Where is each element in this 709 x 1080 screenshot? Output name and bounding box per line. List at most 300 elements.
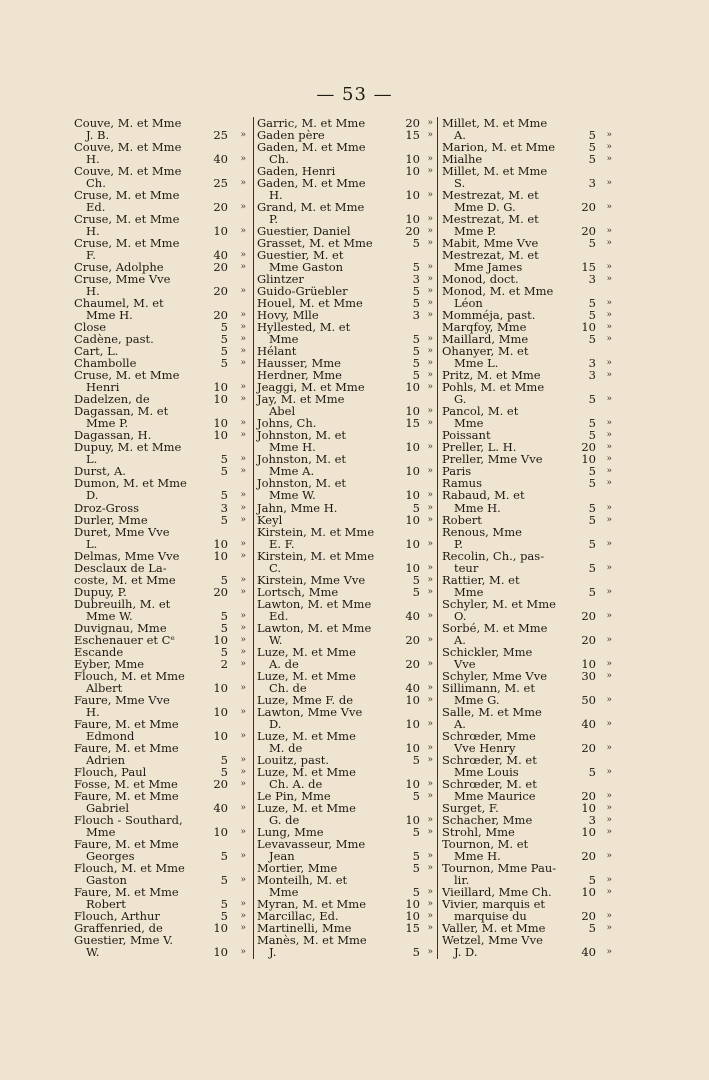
- donation-amount: 20: [581, 224, 596, 239]
- cents-mark: »: [240, 310, 246, 321]
- cents-mark: »: [427, 778, 433, 789]
- cents-mark: »: [240, 538, 246, 549]
- cents-mark: »: [240, 911, 246, 922]
- donation-amount: 3: [220, 500, 228, 515]
- cents-mark: »: [427, 514, 433, 525]
- donation-amount: 10: [405, 188, 420, 203]
- list-item: [74, 489, 250, 501]
- donation-amount: 5: [220, 320, 228, 335]
- donation-amount: 5: [588, 296, 596, 311]
- donation-amount: 5: [588, 236, 596, 251]
- donor-name: Sorbé, M. et Mme: [442, 620, 548, 635]
- list-item: [442, 646, 632, 658]
- donor-name: Hausser, Mme: [257, 356, 341, 371]
- list-item: [442, 634, 632, 646]
- donor-name: Preller, Mme Vve: [442, 452, 543, 467]
- donor-name: Jay, M. et Mme: [257, 392, 345, 407]
- cents-mark: »: [606, 466, 612, 477]
- donor-name: Grasset, M. et Mme: [257, 236, 373, 251]
- donation-amount: 5: [412, 236, 420, 251]
- list-item: [257, 502, 433, 514]
- donor-name: Chambolle: [74, 356, 137, 371]
- donation-amount: 10: [405, 716, 420, 731]
- donor-name: Paris: [442, 464, 472, 479]
- donation-amount: 10: [405, 692, 420, 707]
- donor-name: Chaumel, M. et: [74, 296, 164, 311]
- list-item: [74, 562, 250, 574]
- donation-amount: 5: [220, 848, 228, 863]
- cents-mark: »: [606, 826, 612, 837]
- donor-name: teur: [454, 560, 479, 575]
- donation-amount: 3: [588, 368, 596, 383]
- list-item: [257, 658, 433, 670]
- donor-name: Pohls, M. et Mme: [442, 380, 545, 395]
- cents-mark: »: [606, 947, 612, 958]
- donation-amount: 15: [581, 260, 596, 275]
- donor-name: L.: [86, 536, 98, 551]
- donor-name: Cart, L.: [74, 344, 119, 359]
- cents-mark: »: [427, 466, 433, 477]
- donor-name: Henri: [86, 380, 120, 395]
- donor-name: Léon: [454, 296, 483, 311]
- donor-name: Guestier, Mme V.: [74, 933, 174, 948]
- donor-name: H.: [86, 152, 100, 167]
- donation-amount: 40: [213, 248, 228, 263]
- cents-mark: »: [606, 334, 612, 345]
- list-item: [257, 586, 433, 598]
- donor-name: M. de: [269, 740, 303, 755]
- donor-name: H.: [86, 704, 100, 719]
- list-item: [74, 658, 250, 670]
- cents-mark: »: [606, 202, 612, 213]
- cents-mark: »: [606, 874, 612, 885]
- cents-mark: »: [606, 538, 612, 549]
- donor-name: Hyllested, M. et: [257, 320, 351, 335]
- donor-name: Gabriel: [86, 800, 130, 815]
- donor-name: Ed.: [269, 608, 289, 623]
- donor-name: Schrœder, Mme: [442, 728, 536, 743]
- donor-name: Faure, M. et Mme: [74, 885, 179, 899]
- donor-name: Millet, M. et Mme: [442, 164, 548, 179]
- donor-name: Couve, M. et Mme: [74, 116, 182, 130]
- cents-mark: »: [427, 334, 433, 345]
- donor-name: Salle, M. et Mme: [442, 704, 542, 719]
- cents-mark: »: [240, 706, 246, 717]
- donor-name: Herdner, Mme: [257, 368, 342, 383]
- cents-mark: »: [427, 911, 433, 922]
- donor-name: Martinelli, Mme: [257, 921, 352, 936]
- donation-amount: 20: [405, 632, 420, 647]
- donation-amount: 5: [412, 584, 420, 599]
- donor-name: J. D.: [454, 945, 478, 960]
- cents-mark: »: [240, 574, 246, 585]
- list-item: [442, 574, 632, 586]
- donor-name: Hélant: [257, 344, 297, 359]
- cents-mark: »: [240, 947, 246, 958]
- donor-name: Mme H.: [269, 440, 316, 455]
- donor-name: Cadène, past.: [74, 332, 154, 347]
- donor-name: Rabaud, M. et: [442, 488, 525, 503]
- donor-name: Dadelzen, de: [74, 392, 150, 407]
- list-item: [442, 502, 632, 514]
- list-item: [74, 598, 250, 610]
- list-item: [442, 706, 632, 718]
- donation-amount: 5: [220, 897, 228, 912]
- cents-mark: »: [606, 586, 612, 597]
- donation-amount: 5: [588, 476, 596, 491]
- donation-amount: 40: [213, 152, 228, 167]
- donation-amount: 5: [412, 860, 420, 875]
- donor-name: Dumon, M. et Mme: [74, 476, 187, 491]
- donor-name: Glintzer: [257, 272, 304, 287]
- list-item: [257, 489, 433, 501]
- cents-mark: »: [427, 718, 433, 729]
- cents-mark: »: [606, 238, 612, 249]
- donor-name: Keyl: [257, 512, 283, 527]
- donor-name: Louitz, past.: [257, 752, 330, 767]
- donation-amount: 5: [220, 464, 228, 479]
- donor-name: Guestier, Daniel: [257, 224, 351, 239]
- donor-name: Gaden, Henri: [257, 164, 336, 179]
- donation-amount: 40: [581, 945, 596, 960]
- donor-name: Edmond: [86, 728, 135, 743]
- cents-mark: »: [240, 430, 246, 441]
- cents-mark: »: [240, 730, 246, 741]
- donor-name: H.: [269, 188, 283, 203]
- donation-amount: 5: [588, 140, 596, 155]
- donor-name: Strohl, Mme: [442, 824, 515, 839]
- cents-mark: »: [427, 586, 433, 597]
- donor-name: Guido-Grüebler: [257, 284, 348, 299]
- donor-name: Vve: [454, 656, 476, 671]
- cents-mark: »: [427, 814, 433, 825]
- donor-name: Jeaggi, M. et Mme: [257, 380, 365, 395]
- donation-amount: 5: [412, 945, 420, 960]
- donor-name: Kirstein, M. et Mme: [257, 524, 375, 539]
- cents-mark: »: [606, 718, 612, 729]
- cents-mark: »: [606, 502, 612, 513]
- donor-name: Momméja, past.: [442, 308, 536, 323]
- cents-mark: »: [606, 154, 612, 165]
- cents-mark: »: [240, 466, 246, 477]
- list-item: [74, 694, 250, 706]
- cents-mark: »: [606, 850, 612, 861]
- donor-name: Durst, A.: [74, 464, 126, 479]
- donation-amount: 20: [581, 440, 596, 455]
- cents-mark: »: [606, 911, 612, 922]
- donor-name: P.: [269, 212, 279, 227]
- donor-name: Poissant: [442, 428, 491, 443]
- donation-amount: 20: [213, 308, 228, 323]
- donation-amount: 10: [405, 909, 420, 924]
- donor-name: A.: [454, 128, 466, 143]
- donor-name: Ohanyer, M. et: [442, 344, 529, 359]
- donation-amount: 20: [405, 656, 420, 671]
- donor-name: lir.: [454, 872, 470, 887]
- donation-amount: 5: [220, 620, 228, 635]
- donor-name: coste, M. et Mme: [74, 572, 176, 587]
- cents-mark: »: [606, 358, 612, 369]
- donor-name: Dupuy, P.: [74, 584, 127, 599]
- cents-mark: »: [606, 454, 612, 465]
- donation-amount: 5: [588, 500, 596, 515]
- cents-mark: »: [606, 634, 612, 645]
- list-item: [257, 610, 433, 622]
- donor-name: Luze, M. et Mme: [257, 728, 356, 743]
- list-item: [257, 622, 433, 634]
- donor-name: Kirstein, Mme Vve: [257, 572, 366, 587]
- cents-mark: »: [427, 190, 433, 201]
- donor-name: Dupuy, M. et Mme: [74, 440, 182, 455]
- donor-name: Couve, M. et Mme: [74, 140, 182, 155]
- cents-mark: »: [606, 370, 612, 381]
- donor-name: Cruse, Mme Vve: [74, 272, 171, 287]
- donor-name: Mestrezat, M. et: [442, 248, 539, 263]
- donation-amount: 5: [588, 921, 596, 936]
- donor-name: Lawton, Mme Vve: [257, 704, 363, 719]
- donor-name: Preller, L. H.: [442, 440, 517, 455]
- list-item: [257, 562, 433, 574]
- donor-name: Pancol, M. et: [442, 404, 519, 419]
- donation-amount: 5: [220, 344, 228, 359]
- cents-mark: »: [240, 454, 246, 465]
- donation-amount: 20: [213, 584, 228, 599]
- donor-name: Kirstein, M. et Mme: [257, 548, 375, 563]
- donation-amount: 5: [412, 848, 420, 863]
- donor-name: Schickler, Mme: [442, 644, 533, 659]
- cents-mark: »: [606, 178, 612, 189]
- donor-name: Vve Henry: [454, 740, 516, 755]
- donor-name: Mme W.: [269, 488, 316, 503]
- cents-mark: »: [240, 826, 246, 837]
- donation-amount: 15: [405, 416, 420, 431]
- donation-amount: 20: [405, 116, 420, 130]
- list-item: [442, 562, 632, 574]
- list-item: [442, 658, 632, 670]
- cents-mark: »: [240, 178, 246, 189]
- donor-name: D.: [86, 488, 99, 503]
- donor-name: Lung, Mme: [257, 824, 324, 839]
- donor-name: Couve, M. et Mme: [74, 164, 182, 179]
- donor-name: Adrien: [86, 752, 126, 767]
- donor-name: Monod, M. et Mme: [442, 284, 554, 299]
- cents-mark: »: [427, 826, 433, 837]
- donor-name: Escande: [74, 644, 124, 659]
- donation-amount: 5: [412, 344, 420, 359]
- donor-name: Duret, Mme Vve: [74, 524, 170, 539]
- list-item: [74, 646, 250, 658]
- cents-mark: »: [606, 298, 612, 309]
- donation-amount: 20: [213, 200, 228, 215]
- list-item: [74, 634, 250, 646]
- cents-mark: »: [427, 490, 433, 501]
- list-item: [257, 934, 433, 946]
- cents-mark: »: [606, 766, 612, 777]
- donation-amount: 20: [581, 788, 596, 803]
- donor-name: Cruse, M. et Mme: [74, 368, 180, 383]
- cents-mark: »: [240, 899, 246, 910]
- donation-amount: 10: [405, 440, 420, 455]
- donor-name: Schyler, M. et Mme: [442, 596, 556, 611]
- donor-name: Ch.: [269, 152, 289, 167]
- donation-amount: 10: [581, 824, 596, 839]
- donor-name: Sillimann, M. et: [442, 680, 535, 695]
- list-item: [257, 598, 433, 610]
- donation-amount: 10: [213, 416, 228, 431]
- donor-name: L.: [86, 452, 98, 467]
- cents-mark: »: [606, 923, 612, 934]
- donor-name: Schyler, Mme Vve: [442, 668, 547, 683]
- donor-name: Luze, M. et Mme: [257, 644, 356, 659]
- donation-amount: 10: [405, 740, 420, 755]
- donation-amount: 10: [405, 897, 420, 912]
- donor-name: Jean: [269, 848, 295, 863]
- page-number: — 53 —: [316, 84, 393, 105]
- cents-mark: »: [240, 550, 246, 561]
- donation-amount: 5: [588, 128, 596, 143]
- donation-amount: 5: [220, 872, 228, 887]
- list-item: [74, 622, 250, 634]
- cents-mark: »: [240, 850, 246, 861]
- donation-amount: 5: [588, 464, 596, 479]
- donation-amount: 5: [588, 764, 596, 779]
- donor-name: Lortsch, Mme: [257, 584, 339, 599]
- donation-amount: 3: [588, 176, 596, 191]
- donor-name: S.: [454, 176, 466, 191]
- list-item: [74, 610, 250, 622]
- donation-amount: 40: [405, 680, 420, 695]
- donor-name: Luze, Mme F. de: [257, 692, 354, 707]
- donor-name: Faure, M. et Mme: [74, 740, 179, 755]
- donor-name: Eyber, Mme: [74, 656, 145, 671]
- cents-mark: »: [427, 274, 433, 285]
- donation-amount: 10: [405, 776, 420, 791]
- cents-mark: »: [240, 286, 246, 297]
- cents-mark: »: [427, 754, 433, 765]
- cents-mark: »: [240, 766, 246, 777]
- column-divider: [437, 117, 438, 959]
- donor-name: Faure, Mme Vve: [74, 692, 170, 707]
- list-item: [74, 574, 250, 586]
- donor-name: C.: [269, 560, 282, 575]
- cents-mark: »: [427, 850, 433, 861]
- list-item: [442, 682, 632, 694]
- donor-column-3: [442, 117, 632, 958]
- donation-amount: 5: [220, 488, 228, 503]
- cents-mark: »: [427, 358, 433, 369]
- donor-name: G.: [454, 392, 467, 407]
- donor-name: Tournon, M. et: [442, 836, 529, 851]
- donor-name: Graffenried, de: [74, 921, 163, 936]
- donation-amount: 5: [220, 572, 228, 587]
- cents-mark: »: [606, 442, 612, 453]
- donor-name: Mme W.: [86, 608, 133, 623]
- donor-name: Vivier, marquis et: [442, 897, 545, 912]
- list-item: [74, 550, 250, 562]
- donation-amount: 5: [588, 416, 596, 431]
- cents-mark: »: [606, 478, 612, 489]
- list-item: [442, 381, 632, 393]
- donation-amount: 20: [581, 632, 596, 647]
- cents-mark: »: [240, 502, 246, 513]
- donor-name: Delmas, Mme Vve: [74, 548, 180, 563]
- donor-name: H.: [86, 284, 100, 299]
- list-item: [257, 646, 433, 658]
- donation-amount: 10: [213, 704, 228, 719]
- donor-name: Garric, M. et Mme: [257, 116, 366, 130]
- donation-amount: 10: [581, 885, 596, 899]
- donor-name: Ramus: [442, 476, 482, 491]
- cents-mark: »: [606, 887, 612, 897]
- donor-name: H.: [86, 224, 100, 239]
- list-item: [257, 550, 433, 562]
- donor-name: Monteilh, M. et: [257, 872, 348, 887]
- donor-name: Millet, M. et Mme: [442, 116, 548, 130]
- donor-name: Albert: [86, 680, 123, 695]
- donation-amount: 2: [220, 656, 228, 671]
- list-item: [442, 550, 632, 562]
- donation-amount: 5: [220, 752, 228, 767]
- cents-mark: »: [427, 742, 433, 753]
- donor-name: Houel, M. et Mme: [257, 296, 363, 311]
- list-item: [442, 946, 632, 958]
- donation-amount: 40: [213, 800, 228, 815]
- donation-amount: 10: [405, 560, 420, 575]
- donor-name: Jahn, Mme H.: [257, 500, 338, 515]
- donor-name: Hovy, Mlle: [257, 308, 319, 323]
- cents-mark: »: [240, 358, 246, 369]
- list-item: [442, 165, 632, 177]
- donation-amount: 20: [213, 776, 228, 791]
- list-item: [74, 514, 250, 526]
- donor-name: Cruse, M. et Mme: [74, 188, 180, 203]
- donation-amount: 10: [405, 488, 420, 503]
- donor-name: Renous, Mme: [442, 524, 522, 539]
- cents-mark: »: [427, 862, 433, 873]
- cents-mark: »: [427, 899, 433, 910]
- cents-mark: »: [427, 382, 433, 393]
- donor-name: Mestrezat, M. et: [442, 188, 539, 203]
- donation-amount: 10: [213, 945, 228, 960]
- cents-mark: »: [606, 322, 612, 333]
- cents-mark: »: [427, 502, 433, 513]
- cents-mark: »: [240, 682, 246, 693]
- cents-mark: »: [427, 370, 433, 381]
- donor-name: Levavasseur, Mme: [257, 836, 366, 851]
- cents-mark: »: [240, 334, 246, 345]
- list-item: [257, 682, 433, 694]
- donation-amount: 10: [405, 536, 420, 551]
- donor-name: P.: [454, 536, 464, 551]
- donor-name: Grand, M. et Mme: [257, 200, 365, 215]
- donor-name: W.: [86, 945, 100, 960]
- donor-name: Mme: [269, 332, 299, 347]
- cents-mark: »: [240, 154, 246, 165]
- list-item: [74, 730, 250, 742]
- donation-amount: 10: [581, 320, 596, 335]
- donation-amount: 5: [220, 608, 228, 623]
- donor-name: E. F.: [269, 536, 295, 551]
- cents-mark: »: [427, 682, 433, 693]
- donor-name: Johns, Ch.: [257, 416, 317, 431]
- donor-name: Manès, M. et Mme: [257, 933, 367, 948]
- donation-amount: 3: [588, 356, 596, 371]
- donation-amount: 10: [405, 380, 420, 395]
- donation-amount: 20: [213, 284, 228, 299]
- donor-name: Valler, M. et Mme: [442, 921, 546, 936]
- donor-name: Flouch - Southard,: [74, 812, 183, 827]
- list-item: [257, 514, 433, 526]
